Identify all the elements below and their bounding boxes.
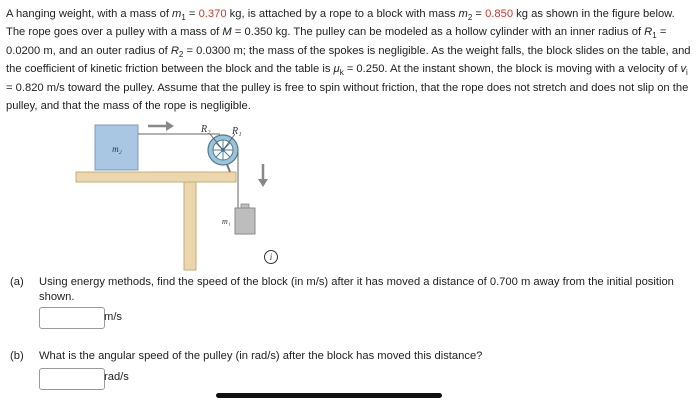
m2-value: 0.850 — [485, 8, 514, 20]
weight-motion-arrow — [258, 164, 268, 187]
r1-label: R₁ — [232, 126, 242, 137]
info-icon[interactable]: i — [264, 250, 278, 264]
block-motion-arrow — [148, 121, 174, 131]
weight-m1 — [235, 208, 255, 234]
part-a-answer-input[interactable] — [39, 307, 105, 329]
part-b — [10, 349, 690, 365]
r2-label: R₂ — [201, 124, 211, 135]
table-top — [76, 172, 236, 182]
part-a — [10, 275, 690, 309]
part-a-unit: m/s — [104, 311, 123, 323]
weight-m1-label: m₁ — [222, 217, 231, 226]
part-b-answer-input[interactable] — [39, 368, 105, 390]
m1-value: 0.370 — [198, 8, 227, 20]
scrollbar[interactable] — [216, 393, 442, 398]
table-leg — [184, 182, 196, 270]
part-a-label: (a) — [10, 276, 24, 288]
part-b-unit: rad/s — [104, 371, 129, 383]
part-a-question: Using energy methods, find the speed of the block (in m/s) after it has moved a distance of 0.700 m away from the initial position shown. — [39, 276, 674, 303]
pulley-figure — [70, 112, 300, 272]
block-m2-label: m₂ — [112, 144, 122, 154]
problem-statement: A hanging weight, with a mass of $m_1 = 0.370$ kg, is attached by a rope to a block with mass $m_2 = 0.850$ kg as shown in the figure below. The rope goes over a pulley with a mass of M = 0.350 kg. The pulley can be modeled as a hollow cylinder with an inner radius of $R_1 = 0.0200$ m, and an outer radius of $R_2 = 0.0300$ m; the mass of the spokes is negligible. As the weight falls, the block slides on the table, and the coefficient of kinetic friction between the block and the table is $\mu_k = 0.250$. At the instant shown, the block is moving with a velocity of $v_i = 0.820$ m/s toward the pulley. Assume that the pulley is free to spin without friction, that the rope does not stretch and does not slip on the pulley, and that the mass of the rope is negligible. — [6, 8, 691, 113]
weight-hook — [241, 204, 249, 208]
part-b-question: What is the angular speed of the pulley (in rad/s) after the block has moved this distance? — [39, 350, 483, 362]
part-b-label: (b) — [10, 350, 24, 362]
